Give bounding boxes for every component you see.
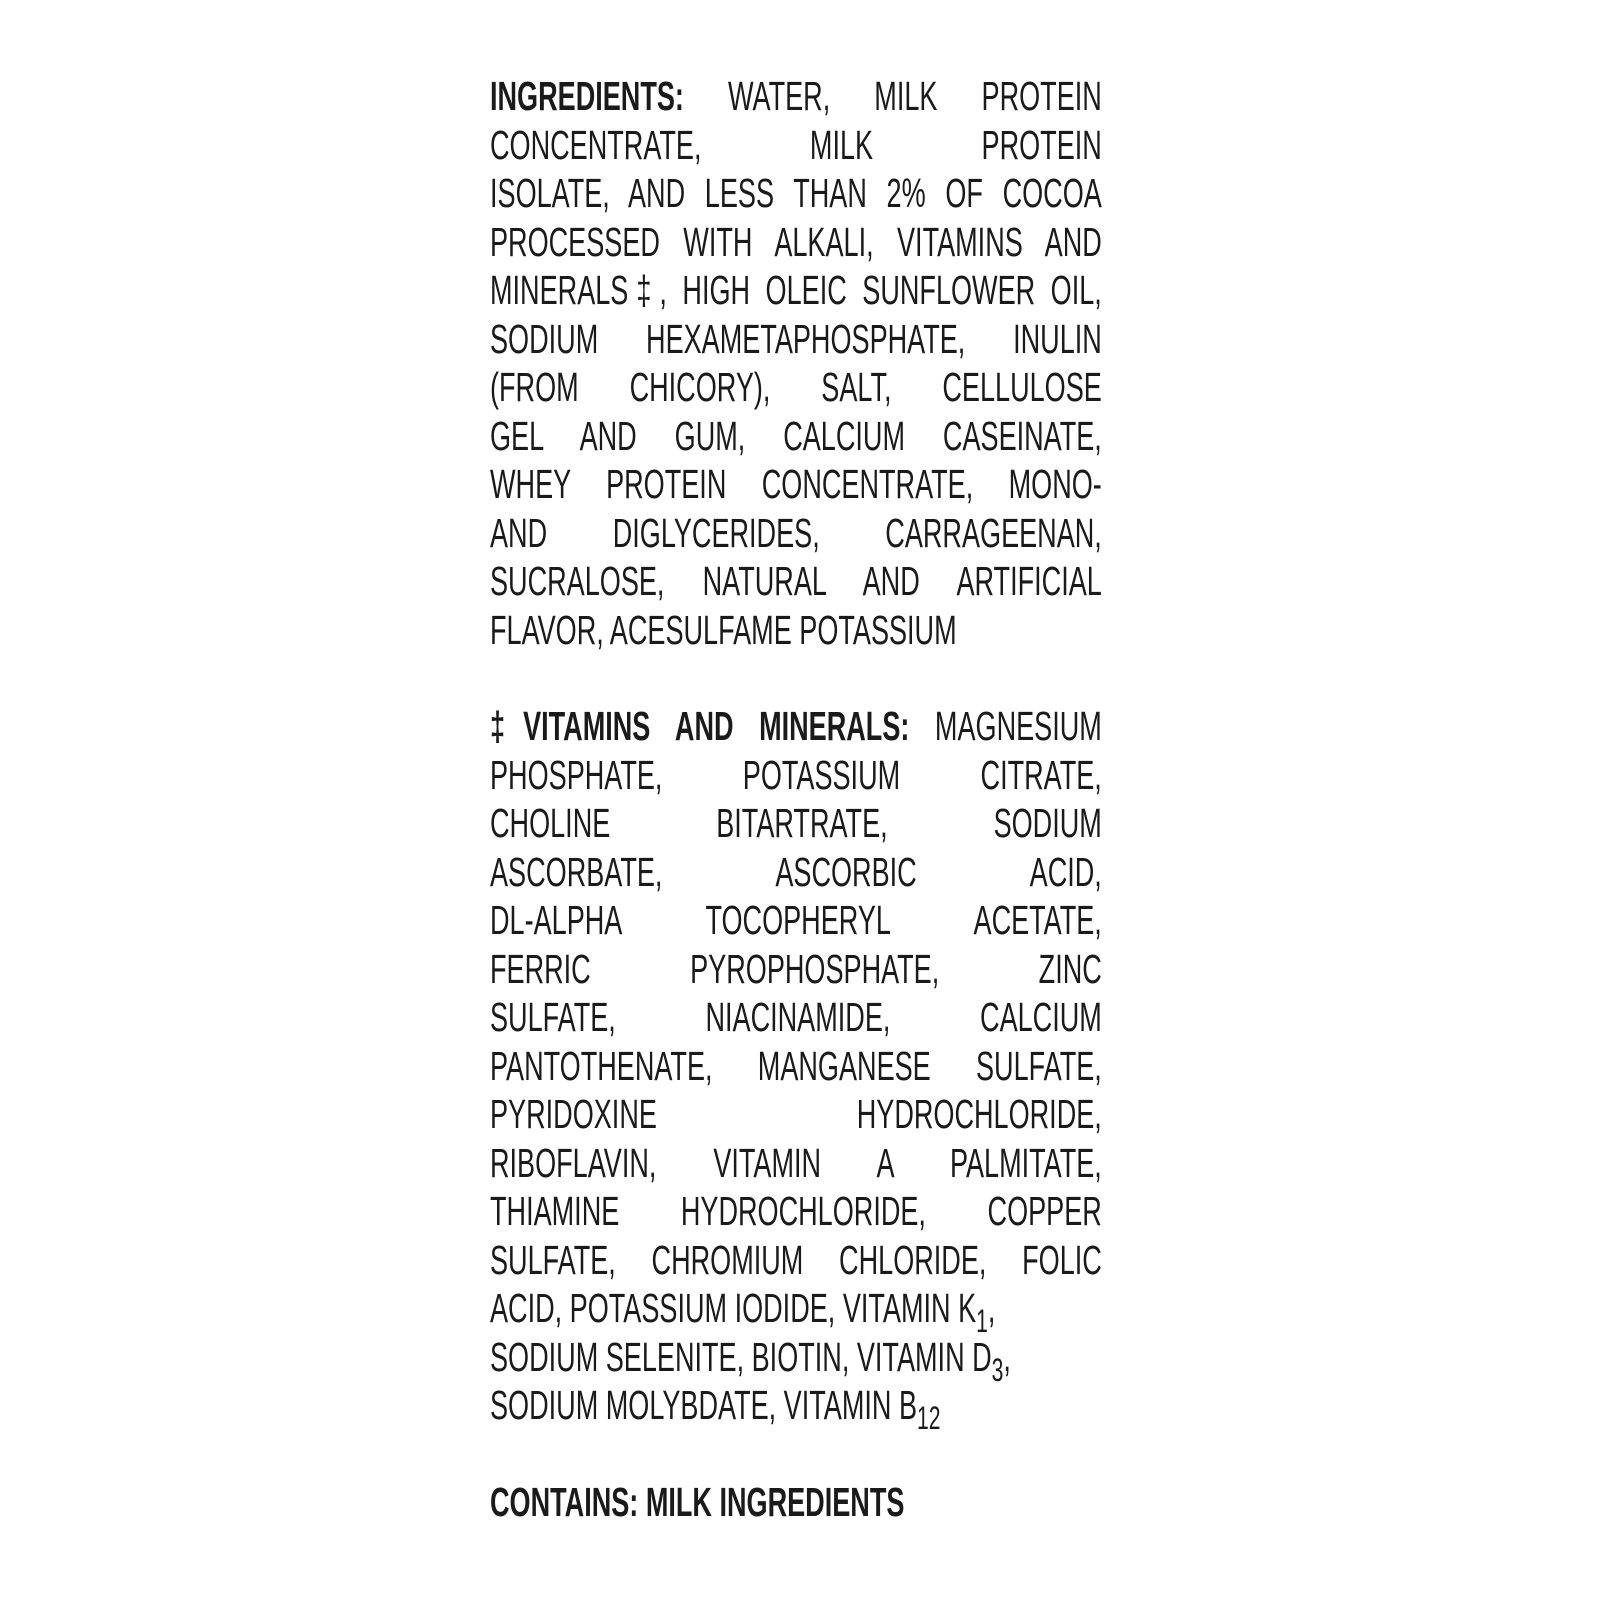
ingredients-line-10: AND DIGLYCERIDES, CARRAGEENAN, [490,509,1102,556]
ingredients-line-1-text: WATER, MILK PROTEIN [683,73,1102,119]
vitamins-line-12: SULFATE, CHROMIUM CHLORIDE, FOLIC [490,1236,1102,1283]
vitamins-line-14 [490,1333,1102,1388]
section-gap [490,1430,1102,1478]
ingredients-line-7: (FROM CHICORY), SALT, CELLULOSE [490,364,1102,410]
vitamins-line-7: SULFATE, NIACINAMIDE, CALCIUM [490,994,1102,1040]
ingredients-line-6: SODIUM HEXAMETAPHOSPHATE, INULIN [490,315,1102,362]
vitamins-line-10: RIBOFLAVIN, VITAMIN A PALMITATE, [490,1139,1102,1186]
contains-statement: CONTAINS: MILK INGREDIENTS [490,1478,905,1525]
vitamins-line-4: ASCORBATE, ASCORBIC ACID, [490,848,1102,895]
ingredients-line-8: GEL AND GUM, CALCIUM CASEINATE, [490,412,1102,459]
ingredient-label [490,72,1102,1526]
vitamins-line-15 [490,1381,1102,1437]
vitamins-heading: ‡VITAMINS AND MINERALS: [490,703,910,749]
vitamins-section [490,702,1102,1437]
ingredients-line-4: PROCESSED WITH ALKALI, VITAMINS AND [490,218,1102,265]
vitamins-line-1 [490,702,1102,751]
vitamin-b-subscript: 12 [916,1400,941,1437]
vitamins-line-5: DL-ALPHA TOCOPHERYL ACETATE, [490,897,1102,943]
vitamins-line-3: CHOLINE BITARTRATE, SODIUM [490,800,1102,846]
ingredients-line-11: SUCRALOSE, NATURAL AND ARTIFICIAL [490,558,1102,604]
vitamin-d-text: SODIUM SELENITE, BIOTIN, VITAMIN D [490,1333,992,1380]
section-gap [490,654,1102,702]
vitamins-line-9: PYRIDOXINE HYDROCHLORIDE, [490,1091,1102,1137]
vitamin-k-comma: , [987,1285,996,1331]
vitamins-line-2: PHOSPHATE, POTASSIUM CITRATE, [490,751,1102,798]
contains-section [490,1478,1102,1527]
vitamins-line-11: THIAMINE HYDROCHLORIDE, COPPER [490,1188,1102,1234]
vitamin-b-text: SODIUM MOLYBDATE, VITAMIN B [490,1382,917,1428]
ingredients-line-3: ISOLATE, AND LESS THAN 2% OF COCOA [490,170,1102,216]
ingredients-line-12: FLAVOR, ACESULFAME POTASSIUM [490,606,957,653]
vitamins-line-1-text: MAGNESIUM [909,703,1102,749]
vitamins-line-8: PANTOTHENATE, MANGANESE SULFATE, [490,1042,1102,1089]
ingredients-line-5: MINERALS‡, HIGH OLEIC SUNFLOWER OIL, [490,267,1102,313]
ingredients-section [490,72,1102,654]
vitamins-line-13 [490,1284,1102,1340]
vitamin-d-subscript: 3 [991,1351,1004,1388]
ingredients-line-2: CONCENTRATE, MILK PROTEIN [490,121,1102,168]
vitamin-d-comma: , [1003,1333,1011,1380]
vitamin-k-subscript: 1 [976,1303,988,1340]
vitamin-k-text: ACID, POTASSIUM IODIDE, VITAMIN K [490,1285,977,1331]
vitamins-line-6: FERRIC PYROPHOSPHATE, ZINC [490,945,1102,992]
ingredients-line-1 [490,72,1102,121]
ingredients-line-9: WHEY PROTEIN CONCENTRATE, MONO- [490,461,1102,507]
ingredients-heading: INGREDIENTS: [490,73,684,119]
